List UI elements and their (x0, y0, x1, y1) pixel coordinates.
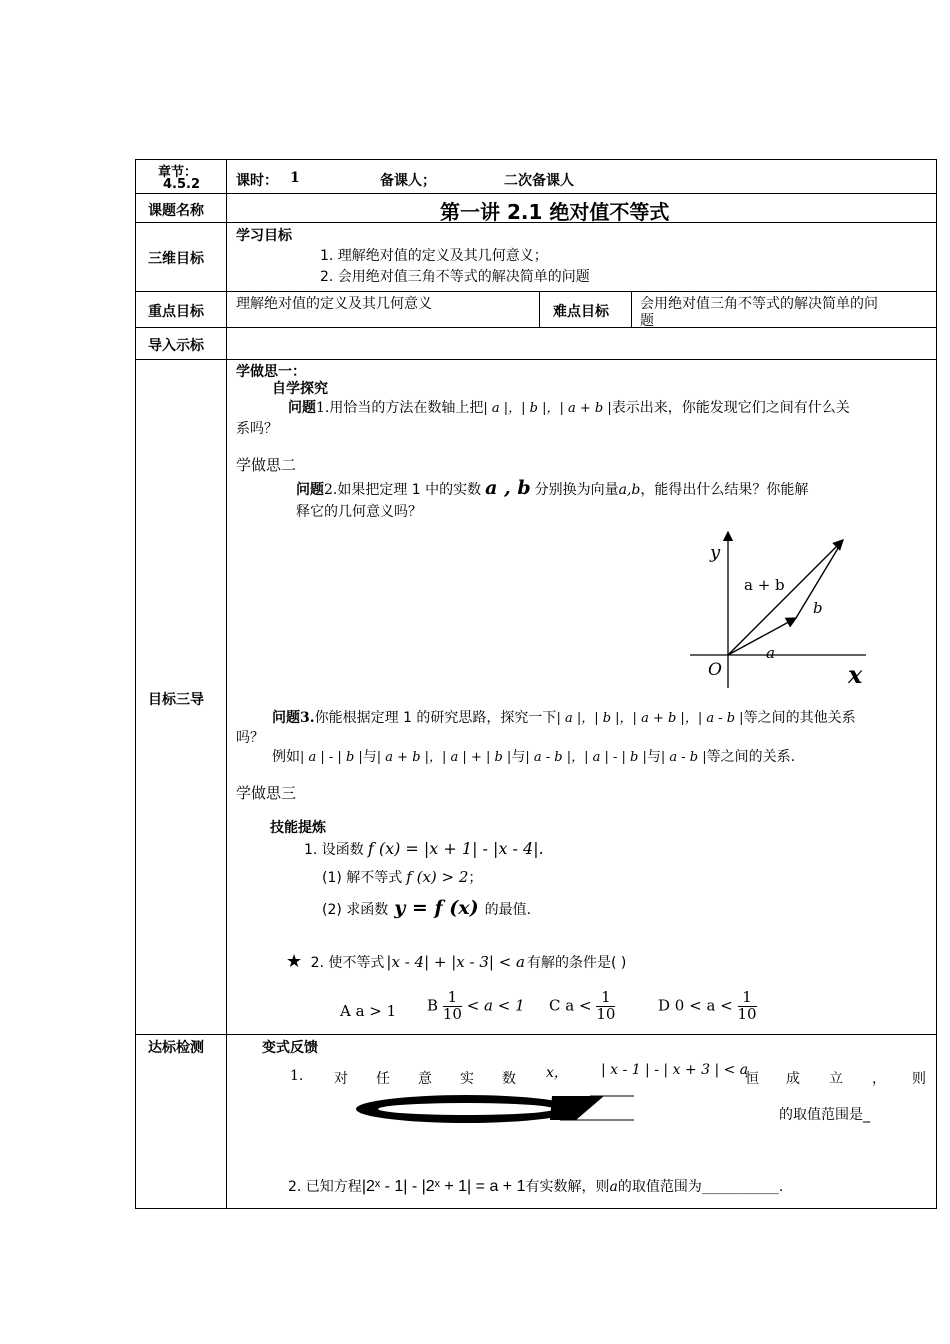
option-c-letter: C a < (549, 996, 592, 1015)
option-d-letter: D 0 < a < (658, 996, 733, 1015)
chapter-value: 4.5.2 (163, 177, 201, 192)
question-1-number: 1. (316, 400, 330, 416)
lesson-value: 1 (290, 170, 300, 186)
option-d-den: 10 (737, 1004, 757, 1023)
option-c-den: 10 (596, 1004, 616, 1023)
check-2-var: a (609, 1179, 618, 1195)
option-b-fraction (443, 990, 462, 1023)
lesson-label: 课时： (236, 173, 278, 189)
question-2-text-d: 释它的几何意义吗？ (296, 504, 422, 520)
topic-value: 第一讲 2.1 绝对值不等式 (440, 200, 670, 224)
check-1-tail-2: 成 (786, 1071, 800, 1087)
exercise-2-expr: |x - 4| + |x - 3| < a (386, 953, 525, 971)
difficult-value-line1: 会用绝对值三角不等式的解决简单的问 (640, 296, 878, 312)
question-2-text-c: ，能得出什么结果？你能解 (640, 482, 809, 498)
check-1-tail-5: 则 (912, 1071, 926, 1087)
distorted-equation-image (354, 1092, 636, 1126)
question-2-text-a: 如果把定理 1 中的实数 (337, 482, 482, 498)
check-2-intro: 2. 已知方程 (288, 1179, 362, 1195)
example-expr-2: | a + b |，| a | + | b | (376, 750, 512, 765)
exercise-1-function: f (x) = |x + 1| - |x - 4|. (367, 839, 544, 858)
self-study-heading: 自学探究 (272, 381, 328, 397)
question-1-label: 问题 (288, 400, 316, 416)
question-2-number: 2. (324, 482, 338, 498)
example-with-1: 与 (362, 749, 377, 765)
question-1-expr: | a |，| b |，| a + b | (483, 401, 612, 416)
check-label: 达标检测 (148, 1040, 204, 1056)
example-label: 例如 (272, 749, 300, 765)
check-2-text: 有实数解，则 (525, 1179, 610, 1195)
check-1-char-5: 数 (502, 1071, 516, 1087)
question-3-label: 问题 (272, 710, 300, 726)
question-1-line (288, 397, 850, 417)
chapter-label: 章节： (158, 165, 198, 180)
goals-heading: 学习目标 (236, 228, 292, 244)
option-b (427, 990, 525, 1023)
check-2-answer-blank[interactable]: ___________. (701, 1179, 784, 1195)
check-1-tail-1: 恒 (745, 1071, 759, 1087)
exercise-2-question: 有解的条件是( ) (527, 955, 627, 971)
question-2-line (296, 477, 808, 499)
difficult-value-line2: 题 (640, 313, 654, 329)
vector-a-arrow (728, 618, 796, 655)
goals-label: 三维目标 (148, 251, 204, 267)
y-axis-label: y (710, 542, 721, 563)
sum-vector-label: a + b (744, 576, 785, 594)
check-1-end: 的取值范围是_ (779, 1107, 870, 1123)
question-3-line (272, 707, 856, 727)
example-end: 等之间的关系. (706, 749, 796, 765)
option-c-fraction (596, 990, 615, 1023)
check-1-char-4: 实 (460, 1071, 474, 1087)
option-d (658, 990, 757, 1023)
exercise-1-line (304, 839, 544, 859)
check-1-variable: x， (546, 1065, 568, 1081)
option-d-fraction (738, 990, 757, 1023)
check-1-char-1: 对 (334, 1071, 348, 1087)
question-3-example-line (272, 746, 795, 766)
option-c-num: 1 (596, 990, 615, 1007)
check-1-char-3: 意 (418, 1071, 432, 1087)
question-3-text-b: 等之间的其他关系 (743, 710, 856, 726)
exercise-1-part-2 (322, 897, 531, 919)
question-2-text-b: 分别换为向量 (534, 482, 619, 498)
key-label: 重点目标 (148, 304, 204, 320)
goal-item-1: 1. 理解绝对值的定义及其几何意义； (320, 248, 548, 264)
vector-b-label: b (813, 599, 823, 617)
option-d-num: 1 (738, 990, 757, 1007)
part-2-end: 的最值. (484, 902, 532, 918)
vector-addition-figure (688, 528, 868, 693)
option-b-den: 10 (442, 1004, 462, 1023)
topic-label: 课题名称 (148, 203, 204, 219)
check-1-char-2: 任 (376, 1071, 390, 1087)
think-three-heading: 学做思三 (236, 784, 297, 802)
question-3-text-a: 你能根据定理 1 的研究思路，探究一下 (314, 710, 557, 726)
option-b-rest: < a < 1 (466, 996, 525, 1015)
question-3-expr: | a |，| b |，| a + b |，| a - b | (556, 711, 744, 726)
check-2-line (288, 1176, 783, 1196)
question-2-label: 问题 (296, 482, 324, 498)
skill-heading: 技能提炼 (270, 820, 326, 836)
check-2-text-c: 的取值范围为 (617, 1179, 702, 1195)
guide-label: 目标三导 (148, 692, 204, 708)
exercise-1-part-1 (322, 867, 482, 887)
check-heading: 变式反馈 (262, 1040, 318, 1056)
vector-a-label: a (766, 644, 775, 662)
example-expr-4: | a - b | (660, 750, 707, 765)
goal-item-2: 2. 会用绝对值三角不等式的解决简单的问题 (320, 269, 590, 285)
exercise-2-line (286, 951, 626, 972)
key-value: 理解绝对值的定义及其几何意义 (236, 296, 432, 312)
check-1-tail-4: ， (872, 1071, 886, 1087)
question-1-text-c: 系吗？ (236, 421, 278, 437)
option-b-num: 1 (443, 990, 462, 1007)
option-b-letter: B (427, 996, 439, 1015)
check-2-equation: |2ˣ - 1| - |2ˣ + 1| = a + 1 (361, 1178, 526, 1195)
intro-label: 导入示标 (148, 338, 204, 354)
preparer-label: 备课人； (380, 173, 436, 189)
question-3-number: 3. (300, 710, 315, 726)
question-2-vectors: a,b (618, 482, 641, 498)
example-expr-1: | a | - | b | (300, 750, 363, 765)
check-1-number: 1. (290, 1068, 304, 1084)
example-with-3: 与 (646, 749, 661, 765)
option-c (549, 990, 615, 1023)
check-1-expr: | x - 1 | - | x + 3 | < a (601, 1062, 749, 1078)
part-1-end: ； (468, 870, 483, 886)
star-icon: ★ (286, 951, 303, 972)
difficult-label: 难点目标 (553, 304, 609, 320)
example-expr-3: | a - b |，| a | - | b | (525, 750, 647, 765)
vector-sum-arrow (728, 540, 843, 655)
question-1-text-b: 表示出来，你能发现它们之间有什么关 (611, 400, 850, 416)
origin-label: O (708, 660, 722, 680)
exercise-2-intro: 2. 使不等式 (310, 955, 385, 971)
question-1-text-a: 用恰当的方法在数轴上把 (329, 400, 484, 416)
think-one-heading: 学做思一： (236, 364, 306, 380)
example-with-2: 与 (511, 749, 526, 765)
question-3-text-c: 吗？ (236, 730, 264, 746)
think-two-heading: 学做思二 (236, 456, 297, 474)
part-1-text: (1) 解不等式 (322, 870, 403, 886)
part-1-expr: f (x) > 2 (406, 868, 469, 886)
question-2-vars: a , b (485, 477, 531, 499)
exercise-1-intro: 1. 设函数 (304, 842, 364, 858)
second-preparer-label: 二次备课人 (504, 173, 574, 189)
check-1-tail-3: 立 (829, 1071, 843, 1087)
part-2-text: (2) 求函数 (322, 902, 389, 918)
x-axis-label: x (848, 660, 863, 689)
part-2-expr: y = f (x) (394, 897, 479, 919)
option-a: A a > 1 (340, 1002, 397, 1020)
